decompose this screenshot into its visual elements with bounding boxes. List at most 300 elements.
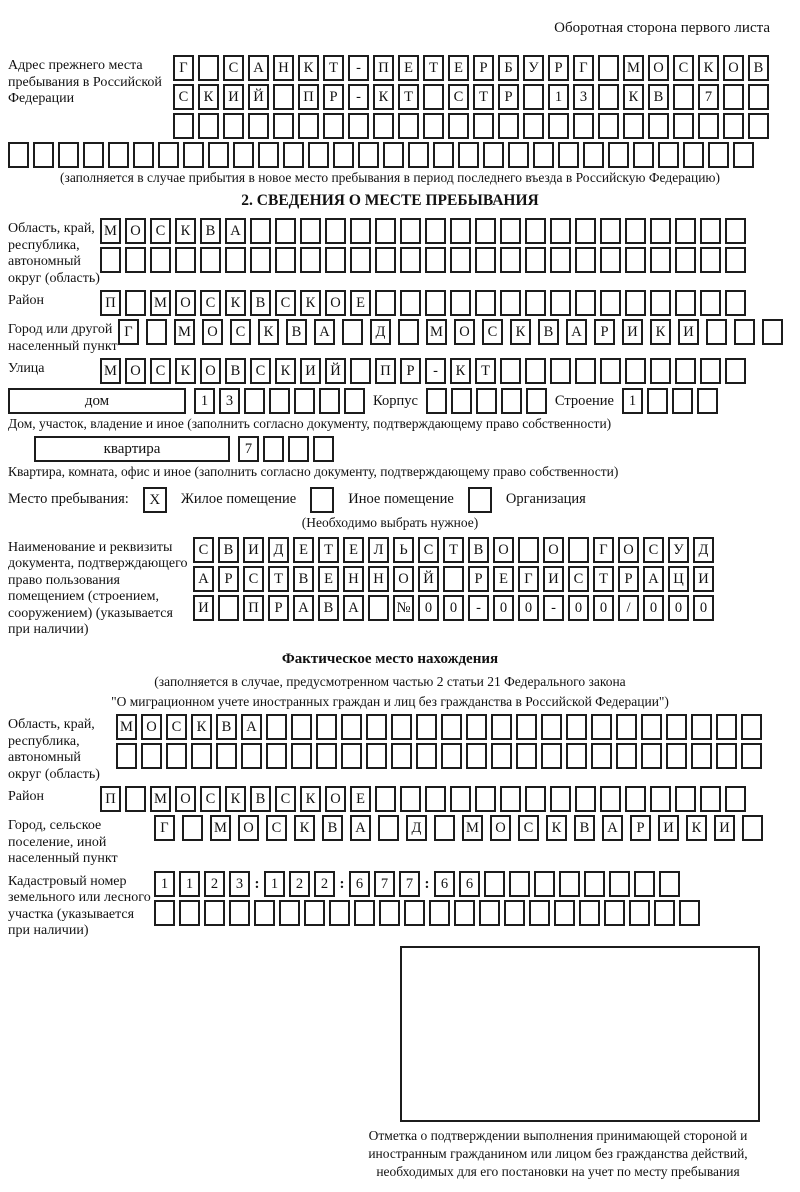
char-box: А bbox=[350, 815, 371, 841]
char-box: И bbox=[693, 566, 714, 592]
char-box bbox=[675, 218, 696, 244]
char-box bbox=[575, 290, 596, 316]
field-label: Наименование и реквизиты документа, подтверждающего право пользования помещением (строением, сооружением) (указывается при наличии) bbox=[8, 539, 188, 638]
fact-title: Фактическое место нахождения bbox=[281, 650, 499, 667]
separator-colon: : bbox=[254, 875, 260, 892]
char-box: 2 bbox=[289, 871, 310, 897]
char-box: С bbox=[150, 218, 171, 244]
char-box bbox=[525, 218, 546, 244]
char-box: М bbox=[426, 319, 447, 345]
char-box: 7 bbox=[374, 871, 395, 897]
char-box: О bbox=[618, 537, 639, 563]
char-box bbox=[591, 743, 612, 769]
char-box bbox=[204, 900, 225, 926]
char-box bbox=[658, 142, 679, 168]
char-box bbox=[342, 319, 363, 345]
char-box bbox=[448, 113, 469, 139]
char-box bbox=[579, 900, 600, 926]
char-box bbox=[476, 388, 497, 414]
char-row bbox=[154, 900, 700, 926]
char-box bbox=[398, 319, 419, 345]
char-box bbox=[375, 290, 396, 316]
char-box bbox=[708, 142, 729, 168]
char-box bbox=[283, 142, 304, 168]
char-box: О bbox=[393, 566, 414, 592]
char-box: Ц bbox=[668, 566, 689, 592]
char-box bbox=[679, 900, 700, 926]
separator-colon: : bbox=[424, 875, 430, 892]
stamp-area bbox=[8, 946, 772, 1182]
char-box bbox=[58, 142, 79, 168]
char-box bbox=[498, 113, 519, 139]
char-box: 1 bbox=[194, 388, 215, 414]
char-box bbox=[425, 218, 446, 244]
char-box: У bbox=[668, 537, 689, 563]
char-box: Г bbox=[593, 537, 614, 563]
char-box: А bbox=[343, 595, 364, 621]
char-box bbox=[700, 290, 721, 316]
char-box bbox=[616, 743, 637, 769]
char-box bbox=[697, 388, 718, 414]
char-box: С bbox=[250, 358, 271, 384]
char-box bbox=[183, 142, 204, 168]
char-box: К bbox=[258, 319, 279, 345]
char-rows bbox=[154, 871, 700, 926]
char-box: К bbox=[225, 290, 246, 316]
char-box bbox=[348, 113, 369, 139]
char-box: П bbox=[243, 595, 264, 621]
char-box: И bbox=[658, 815, 679, 841]
char-box bbox=[350, 247, 371, 273]
char-box: В bbox=[748, 55, 769, 81]
char-box bbox=[354, 900, 375, 926]
char-box: - bbox=[348, 84, 369, 110]
char-box bbox=[254, 900, 275, 926]
char-box: А bbox=[293, 595, 314, 621]
char-box bbox=[200, 247, 221, 273]
char-box bbox=[83, 142, 104, 168]
char-box: 0 bbox=[643, 595, 664, 621]
char-box bbox=[625, 290, 646, 316]
char-box: С bbox=[275, 786, 296, 812]
char-box bbox=[241, 743, 262, 769]
char-box: Т bbox=[398, 84, 419, 110]
field-label: Район bbox=[8, 293, 44, 309]
char-box bbox=[313, 436, 334, 462]
char-box: С bbox=[243, 566, 264, 592]
char-box bbox=[182, 815, 203, 841]
char-box bbox=[698, 113, 719, 139]
char-box bbox=[263, 436, 284, 462]
char-box bbox=[525, 290, 546, 316]
char-box bbox=[566, 714, 587, 740]
char-box: Е bbox=[350, 290, 371, 316]
char-box: О bbox=[175, 786, 196, 812]
char-box bbox=[275, 218, 296, 244]
field-fact-raion bbox=[8, 786, 772, 812]
char-box: М bbox=[116, 714, 137, 740]
char-rows bbox=[173, 55, 769, 139]
char-row bbox=[116, 743, 762, 769]
char-box bbox=[529, 900, 550, 926]
char-box bbox=[666, 714, 687, 740]
char-box: Т bbox=[318, 537, 339, 563]
char-box bbox=[319, 388, 340, 414]
char-row bbox=[238, 436, 334, 462]
char-box bbox=[500, 218, 521, 244]
char-box: А bbox=[225, 218, 246, 244]
char-box bbox=[568, 537, 589, 563]
char-box bbox=[598, 55, 619, 81]
dom-box: дом bbox=[8, 388, 186, 414]
char-box bbox=[368, 595, 389, 621]
char-box bbox=[733, 142, 754, 168]
char-box bbox=[675, 290, 696, 316]
field-label: Область, край, республика, автономный округ (область) bbox=[8, 221, 100, 286]
char-box bbox=[404, 900, 425, 926]
char-box bbox=[373, 113, 394, 139]
char-box bbox=[450, 218, 471, 244]
char-box bbox=[423, 113, 444, 139]
char-box bbox=[500, 247, 521, 273]
char-box: - bbox=[543, 595, 564, 621]
char-box: О bbox=[325, 290, 346, 316]
char-box bbox=[725, 247, 746, 273]
char-box bbox=[425, 247, 446, 273]
char-box bbox=[375, 218, 396, 244]
char-box: П bbox=[100, 786, 121, 812]
char-box: К bbox=[698, 55, 719, 81]
char-box bbox=[500, 786, 521, 812]
char-box bbox=[550, 218, 571, 244]
char-row bbox=[118, 319, 783, 345]
char-box bbox=[591, 714, 612, 740]
char-box bbox=[125, 786, 146, 812]
char-box: Ь bbox=[393, 537, 414, 563]
char-box bbox=[600, 290, 621, 316]
char-box: С bbox=[482, 319, 503, 345]
char-box: В bbox=[286, 319, 307, 345]
char-box: 1 bbox=[548, 84, 569, 110]
char-box bbox=[550, 358, 571, 384]
field-label: Город, сельское поселение, иной населенный пункт bbox=[8, 818, 118, 867]
char-box: Д bbox=[370, 319, 391, 345]
char-box: О bbox=[325, 786, 346, 812]
field-oblast bbox=[8, 218, 772, 287]
char-box bbox=[323, 113, 344, 139]
char-box: Р bbox=[268, 595, 289, 621]
char-box bbox=[473, 113, 494, 139]
char-box bbox=[458, 142, 479, 168]
char-box: А bbox=[248, 55, 269, 81]
char-box bbox=[366, 743, 387, 769]
char-box: - bbox=[348, 55, 369, 81]
char-row bbox=[173, 84, 769, 110]
char-box bbox=[491, 714, 512, 740]
char-box: Е bbox=[293, 537, 314, 563]
char-box: С bbox=[266, 815, 287, 841]
char-box bbox=[443, 566, 464, 592]
char-row-full-width bbox=[8, 142, 772, 168]
char-box bbox=[741, 743, 762, 769]
char-box: А bbox=[193, 566, 214, 592]
char-rows bbox=[116, 714, 762, 769]
char-box bbox=[273, 84, 294, 110]
char-box: 0 bbox=[693, 595, 714, 621]
char-box bbox=[179, 900, 200, 926]
char-box bbox=[575, 358, 596, 384]
char-box: О bbox=[141, 714, 162, 740]
char-box bbox=[625, 218, 646, 244]
char-box bbox=[484, 871, 505, 897]
char-box: В bbox=[200, 218, 221, 244]
char-box bbox=[641, 743, 662, 769]
char-box: Р bbox=[400, 358, 421, 384]
char-box bbox=[584, 871, 605, 897]
char-box bbox=[223, 113, 244, 139]
char-box bbox=[154, 900, 175, 926]
char-box: И bbox=[223, 84, 244, 110]
char-box bbox=[416, 743, 437, 769]
char-box: О bbox=[648, 55, 669, 81]
char-box bbox=[633, 142, 654, 168]
char-box: Р bbox=[473, 55, 494, 81]
char-box bbox=[666, 743, 687, 769]
char-box: Н bbox=[343, 566, 364, 592]
char-box bbox=[598, 84, 619, 110]
char-box bbox=[269, 388, 290, 414]
char-box: К bbox=[298, 55, 319, 81]
char-box: О bbox=[723, 55, 744, 81]
char-box bbox=[523, 84, 544, 110]
char-box: К bbox=[623, 84, 644, 110]
char-box: М bbox=[174, 319, 195, 345]
char-row bbox=[193, 566, 714, 592]
char-box: 6 bbox=[434, 871, 455, 897]
mesto-note: (Необходимо выбрать нужное) bbox=[301, 514, 479, 530]
char-box bbox=[650, 358, 671, 384]
char-box bbox=[275, 247, 296, 273]
char-box: К bbox=[373, 84, 394, 110]
char-box bbox=[675, 786, 696, 812]
checkbox-inoe bbox=[310, 487, 334, 513]
char-box bbox=[723, 113, 744, 139]
char-box bbox=[554, 900, 575, 926]
char-box bbox=[451, 388, 472, 414]
field-label: Кадастровый номер земельного или лесного участка (указывается при наличии) bbox=[8, 873, 151, 939]
char-box bbox=[175, 247, 196, 273]
char-box bbox=[559, 871, 580, 897]
char-box bbox=[625, 786, 646, 812]
char-box bbox=[691, 743, 712, 769]
char-box bbox=[675, 247, 696, 273]
char-box bbox=[541, 714, 562, 740]
char-box bbox=[441, 743, 462, 769]
char-row bbox=[194, 388, 365, 414]
char-box bbox=[350, 358, 371, 384]
char-box: 6 bbox=[459, 871, 480, 897]
char-row bbox=[100, 218, 746, 244]
char-box: С bbox=[150, 358, 171, 384]
char-box bbox=[479, 900, 500, 926]
char-box: М bbox=[462, 815, 483, 841]
char-box: Р bbox=[618, 566, 639, 592]
char-box bbox=[208, 142, 229, 168]
char-box: К bbox=[300, 786, 321, 812]
char-box: И bbox=[300, 358, 321, 384]
char-box bbox=[672, 388, 693, 414]
char-box: № bbox=[393, 595, 414, 621]
char-box bbox=[706, 319, 727, 345]
char-box bbox=[625, 247, 646, 273]
char-box bbox=[609, 871, 630, 897]
char-box: Р bbox=[594, 319, 615, 345]
char-box bbox=[150, 247, 171, 273]
char-box: К bbox=[650, 319, 671, 345]
char-box: К bbox=[198, 84, 219, 110]
char-box: К bbox=[294, 815, 315, 841]
char-rows bbox=[100, 218, 746, 273]
char-box: М bbox=[100, 218, 121, 244]
char-box bbox=[198, 113, 219, 139]
char-box bbox=[629, 900, 650, 926]
char-box: О bbox=[125, 358, 146, 384]
char-box: 1 bbox=[179, 871, 200, 897]
char-box: О bbox=[454, 319, 475, 345]
char-box bbox=[294, 388, 315, 414]
char-box: М bbox=[150, 290, 171, 316]
field-doc bbox=[8, 537, 772, 639]
char-box bbox=[600, 358, 621, 384]
char-box: 7 bbox=[238, 436, 259, 462]
char-box bbox=[741, 714, 762, 740]
char-box: Е bbox=[343, 537, 364, 563]
char-box: В bbox=[250, 786, 271, 812]
char-row bbox=[154, 815, 763, 841]
char-box bbox=[623, 113, 644, 139]
char-box: 0 bbox=[493, 595, 514, 621]
char-box: С bbox=[230, 319, 251, 345]
char-box: 0 bbox=[568, 595, 589, 621]
char-box bbox=[366, 714, 387, 740]
char-box: А bbox=[602, 815, 623, 841]
char-box bbox=[350, 218, 371, 244]
char-box bbox=[198, 55, 219, 81]
char-box: - bbox=[425, 358, 446, 384]
char-box bbox=[300, 247, 321, 273]
char-box bbox=[575, 218, 596, 244]
char-box bbox=[575, 247, 596, 273]
char-box: С bbox=[448, 84, 469, 110]
field-gorod bbox=[8, 319, 772, 355]
char-box bbox=[400, 786, 421, 812]
char-box bbox=[525, 247, 546, 273]
char-box: А bbox=[241, 714, 262, 740]
char-box bbox=[308, 142, 329, 168]
char-box: О bbox=[238, 815, 259, 841]
field-fact-oblast bbox=[8, 714, 772, 783]
char-box: 0 bbox=[418, 595, 439, 621]
char-box bbox=[526, 388, 547, 414]
char-box: 3 bbox=[573, 84, 594, 110]
char-box: Р bbox=[468, 566, 489, 592]
char-row bbox=[100, 247, 746, 273]
char-box bbox=[691, 714, 712, 740]
char-box bbox=[516, 743, 537, 769]
char-box bbox=[250, 218, 271, 244]
char-box bbox=[504, 900, 525, 926]
char-box: С bbox=[643, 537, 664, 563]
char-rows bbox=[193, 537, 714, 621]
char-box bbox=[316, 743, 337, 769]
char-box: Д bbox=[406, 815, 427, 841]
char-box bbox=[400, 218, 421, 244]
char-box bbox=[233, 142, 254, 168]
kvartira-box: квартира bbox=[34, 436, 230, 462]
char-box: Е bbox=[448, 55, 469, 81]
char-box: Р bbox=[498, 84, 519, 110]
char-box bbox=[466, 714, 487, 740]
prev-address-note: (заполняется в случае прибытия в новое место пребывания в период последнего въезда в Российскую Федерацию) bbox=[59, 170, 721, 185]
char-box: Й bbox=[325, 358, 346, 384]
char-box: И bbox=[543, 566, 564, 592]
char-box bbox=[659, 871, 680, 897]
char-box: 1 bbox=[264, 871, 285, 897]
char-box bbox=[550, 786, 571, 812]
char-box: Т bbox=[443, 537, 464, 563]
char-box: 1 bbox=[154, 871, 175, 897]
char-box bbox=[100, 247, 121, 273]
char-box: Е bbox=[398, 55, 419, 81]
char-box bbox=[33, 142, 54, 168]
char-box: К bbox=[300, 290, 321, 316]
char-box: Т bbox=[423, 55, 444, 81]
char-box bbox=[218, 595, 239, 621]
char-row bbox=[622, 388, 718, 414]
char-box bbox=[673, 84, 694, 110]
char-box bbox=[647, 388, 668, 414]
char-box bbox=[723, 84, 744, 110]
char-box: 0 bbox=[443, 595, 464, 621]
char-box bbox=[141, 743, 162, 769]
char-box: С bbox=[275, 290, 296, 316]
char-box: В bbox=[538, 319, 559, 345]
char-box bbox=[450, 290, 471, 316]
char-box: П bbox=[100, 290, 121, 316]
char-box bbox=[673, 113, 694, 139]
stamp-note: Отметка о подтверждении выполнения принимающей стороной и иностранным гражданином или лицом без гражданства действий, необходимых для его постановки на учет по месту пребывания bbox=[368, 1127, 748, 1180]
kvartira-row bbox=[8, 436, 772, 462]
char-box bbox=[291, 714, 312, 740]
char-box bbox=[400, 290, 421, 316]
char-box: П bbox=[375, 358, 396, 384]
char-box: В bbox=[322, 815, 343, 841]
char-box bbox=[341, 714, 362, 740]
char-box bbox=[650, 247, 671, 273]
char-box: А bbox=[566, 319, 587, 345]
mesto-label: Место пребывания: bbox=[8, 491, 129, 508]
char-box: М bbox=[100, 358, 121, 384]
char-box bbox=[491, 743, 512, 769]
dom-row bbox=[8, 388, 772, 414]
char-box bbox=[425, 290, 446, 316]
char-box bbox=[288, 436, 309, 462]
char-box bbox=[654, 900, 675, 926]
char-box: Е bbox=[318, 566, 339, 592]
char-box bbox=[279, 900, 300, 926]
char-box: И bbox=[622, 319, 643, 345]
char-box bbox=[525, 786, 546, 812]
